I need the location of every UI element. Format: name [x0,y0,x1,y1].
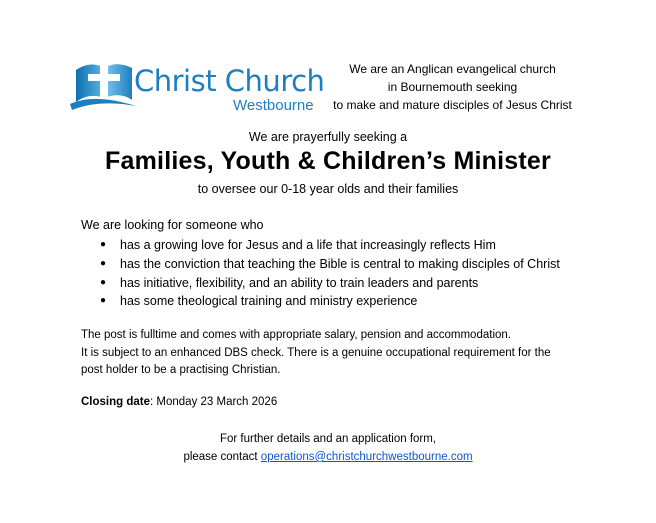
seeking-text: We are prayerfully seeking a [248,130,408,144]
post-details [81,327,551,380]
post-line: It is subject to an enhanced DBS check. There is a genuine occupational requirement for the [81,346,551,359]
logo-subtitle: Westbourne [233,97,314,114]
intro-line: in Bournemouth seeking [387,80,518,94]
church-intro [320,60,585,114]
logo-name: Christ Church [134,64,325,98]
closing-date-label: Closing date [81,396,151,408]
closing-date [81,396,277,408]
contact-line: For further details and an application form, [219,433,437,445]
list-item: ● has a growing love for Jesus and a life that increasingly reflects Him [100,236,560,255]
church-logo [70,58,325,118]
intro-line: We are an Anglican evangelical church [349,62,556,76]
list-item: ● has the conviction that teaching the Bible is central to making disciples of Christ [100,255,560,274]
role-summary: to oversee our 0-18 year olds and their families [197,182,459,196]
intro-line: to make and mature disciples of Jesus Christ [333,98,572,112]
closing-date-value: : Monday 23 March 2026 [150,396,278,408]
contact-line [0,448,656,466]
list-item: ● has some theological training and ministry experience [100,292,560,311]
post-line: The post is fulltime and comes with appropriate salary, pension and accommodation. [81,329,511,341]
post-line: post holder to be a practising Christian. [81,364,281,376]
job-title: Families, Youth & Children’s Minister [105,147,551,175]
requirements-list [100,236,560,311]
email-link[interactable]: operations@christchurchwestbourne.com [260,451,473,463]
contact-prefix: please contact [183,451,261,463]
cross-wave-icon [70,58,140,118]
list-item: ● has initiative, flexibility, and an ability to train leaders and parents [100,274,560,293]
contact-info [0,430,656,466]
looking-for-heading: We are looking for someone who [81,218,264,232]
